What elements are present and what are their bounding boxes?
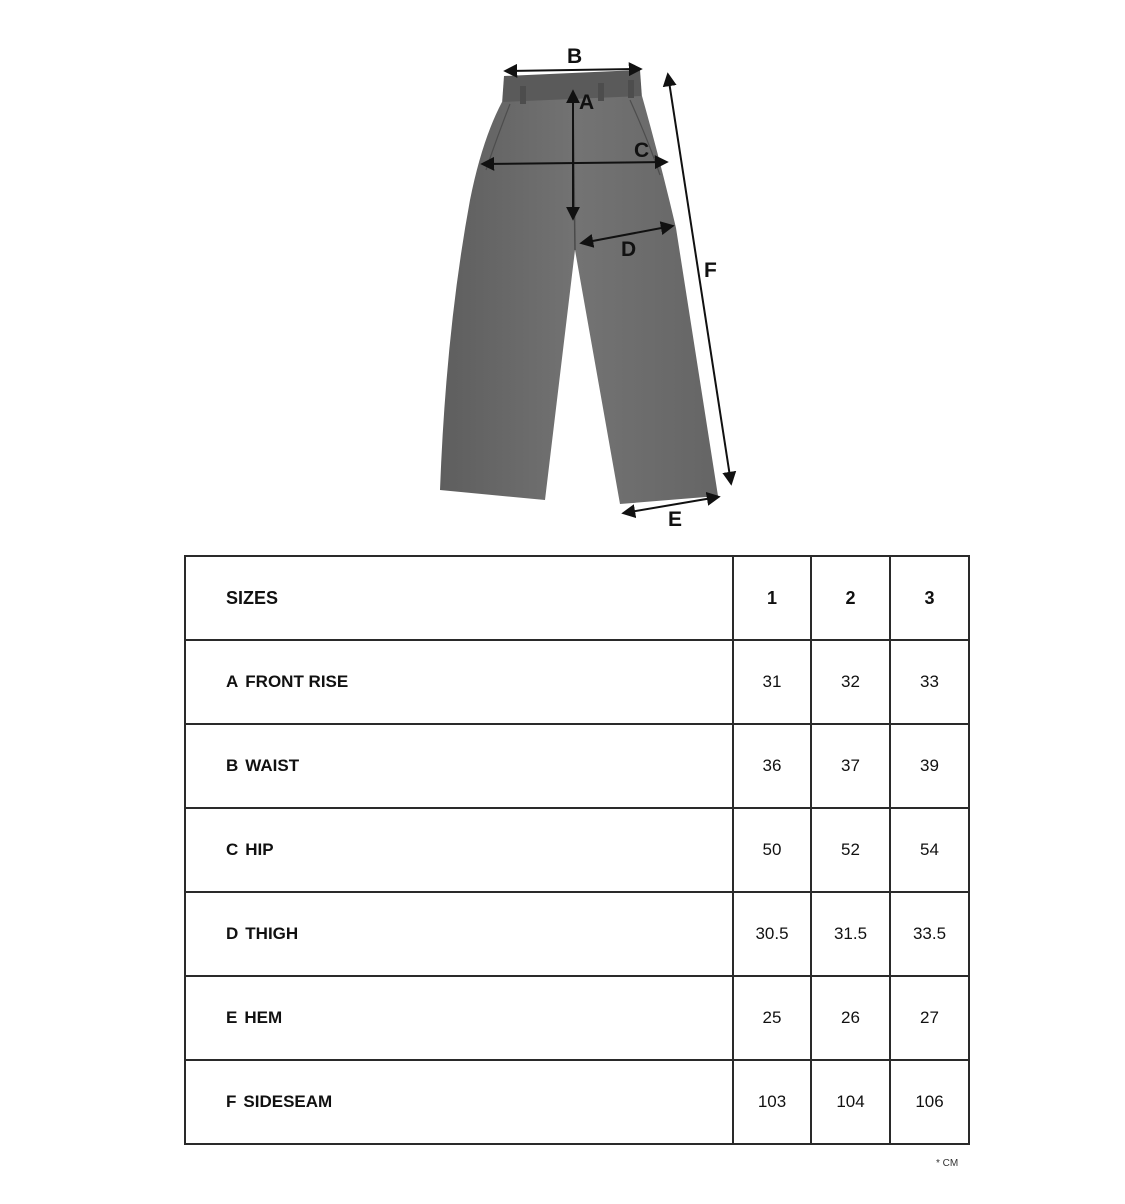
measurement-letter: F [226, 1092, 237, 1111]
value-cell: 39 [890, 724, 969, 808]
measurement-label [185, 724, 733, 808]
value-cell: 32 [811, 640, 890, 724]
belt-loop [598, 83, 604, 101]
pants-measurement-diagram [0, 0, 1125, 540]
value-cell: 103 [733, 1060, 811, 1144]
belt-loop [520, 86, 526, 104]
measurement-name: HIP [245, 840, 274, 859]
size-chart-table [184, 555, 970, 1145]
value-cell: 30.5 [733, 892, 811, 976]
unit-note: * CM [936, 1158, 959, 1169]
measurement-letter: A [226, 672, 239, 691]
measurement-letter: D [226, 924, 239, 943]
value-cell: 31 [733, 640, 811, 724]
measurement-letter: C [226, 840, 239, 859]
measurement-name: HEM [244, 1008, 283, 1027]
pants-body [440, 96, 718, 504]
marker-label-d: D [621, 238, 637, 261]
size-header-2: 2 [811, 556, 890, 640]
table-row [185, 640, 969, 724]
table-row [185, 1060, 969, 1144]
value-cell: 52 [811, 808, 890, 892]
measurement-label [185, 892, 733, 976]
size-header-3: 3 [890, 556, 969, 640]
measure-line-b [506, 69, 640, 71]
value-cell: 26 [811, 976, 890, 1060]
measurement-label [185, 1060, 733, 1144]
value-cell: 31.5 [811, 892, 890, 976]
value-cell: 33 [890, 640, 969, 724]
value-cell: 50 [733, 808, 811, 892]
measurement-name: WAIST [245, 756, 300, 775]
value-cell: 37 [811, 724, 890, 808]
measurement-name: SIDESEAM [243, 1092, 333, 1111]
value-cell: 33.5 [890, 892, 969, 976]
measurement-name: THIGH [245, 924, 299, 943]
measurement-letter: E [226, 1008, 238, 1027]
value-cell: 54 [890, 808, 969, 892]
marker-label-a: A [579, 91, 595, 114]
measurement-label [185, 808, 733, 892]
measurement-letter: B [226, 756, 239, 775]
table-header-row [185, 556, 969, 640]
marker-label-f: F [704, 259, 717, 282]
value-cell: 25 [733, 976, 811, 1060]
value-cell: 104 [811, 1060, 890, 1144]
value-cell: 36 [733, 724, 811, 808]
measurement-label [185, 976, 733, 1060]
sizes-header: SIZES [185, 556, 733, 640]
size-header-1: 1 [733, 556, 811, 640]
table-row [185, 808, 969, 892]
marker-label-c: C [634, 139, 650, 162]
table-row [185, 724, 969, 808]
measurement-name: FRONT RISE [245, 672, 349, 691]
belt-loop [628, 80, 634, 98]
value-cell: 27 [890, 976, 969, 1060]
marker-label-e: E [668, 508, 683, 531]
value-cell: 106 [890, 1060, 969, 1144]
table-row [185, 892, 969, 976]
marker-label-b: B [567, 45, 583, 68]
measurement-label [185, 640, 733, 724]
table-row [185, 976, 969, 1060]
